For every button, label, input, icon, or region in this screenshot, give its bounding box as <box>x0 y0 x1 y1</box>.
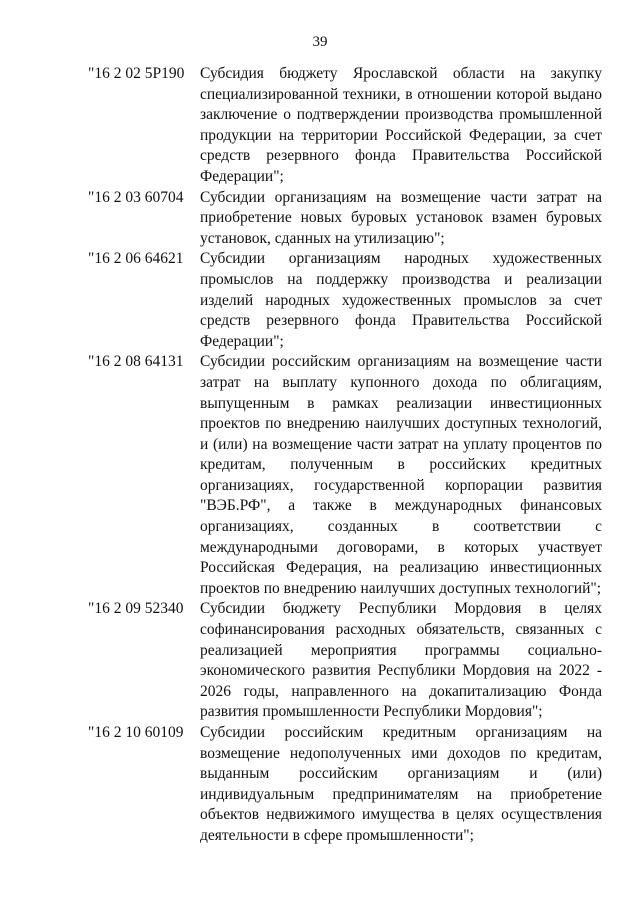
entry-text: Субсидии российским кредитным организациям на возмещение недополученных ими доходов по кредитам, выданным российским организациям и (или) индивидуальным предпринимателям на приобретение объектов недвижимого имущества в целях осуществления деятельности в сфере промышленности"; <box>200 724 602 844</box>
entry <box>88 249 602 352</box>
entry-list <box>88 64 602 847</box>
entry-code: "16 2 08 64131 <box>88 353 184 371</box>
page-number: 39 <box>312 34 328 50</box>
entry <box>88 64 602 188</box>
entry-code: "16 2 02 5Р190 <box>88 65 185 82</box>
entry-text: Субсидии бюджету Республики Мордовия в целях софинансирования расходных обязательств, связанных с реализацией мероприятия программы социально-экономического развития Республики Мордовия на 2022 - 2026 годы, направленного на докапитализацию Фонда развития промышленности Республики Мордовия"; <box>200 600 602 721</box>
entry-code: "16 2 06 64621 <box>88 250 184 268</box>
entry <box>88 599 602 723</box>
entry-code: "16 2 10 60109 <box>88 724 184 741</box>
entry-code: "16 2 03 60704 <box>88 188 184 206</box>
entry <box>88 188 602 250</box>
entry-text: Субсидии российским организациям на возмещение части затрат на выплату купонного дохода по облигациям, выпущенным в рамках реализации инвестиционных проектов по внедрению наилучших доступных технологий, и (или) на возмещение части затрат на уплату процентов по кредитам, полученным в российских кредитных организациях, государственной корпорации развития "ВЭБ.РФ", а также в международных финансовых организациях, созданных в соответствии с международными договорами, в которых участвует Российская Федерация, на реализацию инвестиционных проектов по внедрению наилучших доступных технологий"; <box>200 353 602 597</box>
entry <box>88 723 602 847</box>
entry-text: Субсидии организациям народных художественных промыслов на поддержку производства и реализации изделий народных художественных промыслов за счет средств резервного фонда Правительства Российской Федерации"; <box>200 250 602 350</box>
entry <box>88 352 602 599</box>
entry-code: "16 2 09 52340 <box>88 600 184 618</box>
entry-text: Субсидия бюджету Ярославской области на закупку специализированной техники, в отношении которой выдано заключение о подтверждении производства промышленной продукции на территории Российской Федерации, за счет средств резервного фонда Правительства Российской Федерации"; <box>200 65 602 185</box>
entry-text: Субсидии организациям на возмещение части затрат на приобретение новых буровых установок взамен буровых установок, сданных на утилизацию"; <box>200 188 602 247</box>
